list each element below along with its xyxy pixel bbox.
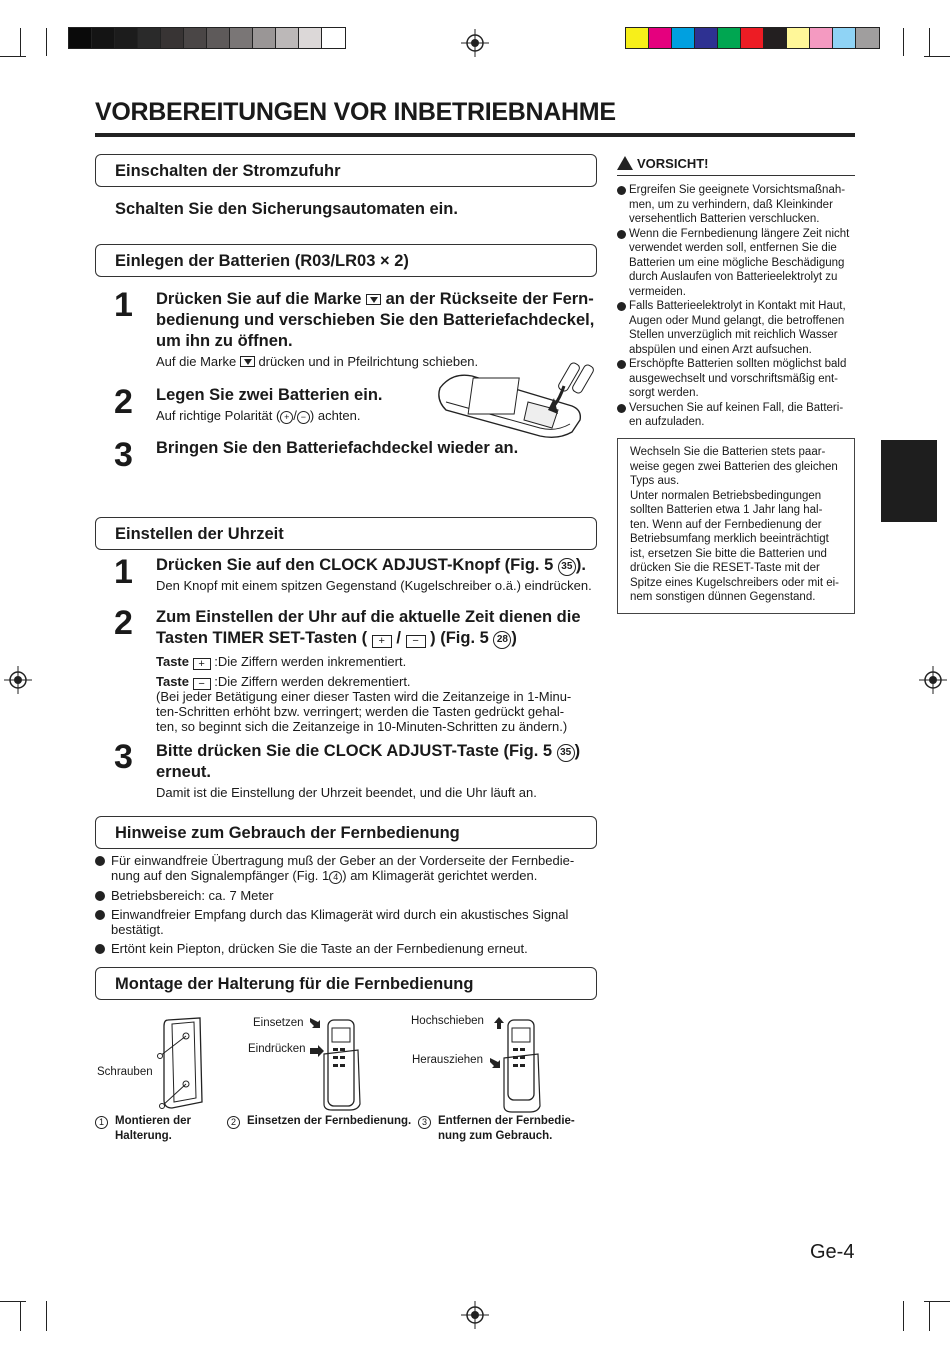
step-number: 2 <box>114 383 133 421</box>
title-rule <box>95 133 855 137</box>
color-swatch <box>276 28 299 48</box>
color-swatch <box>833 28 856 48</box>
text: durch Auslaufen von Batterieelektrolyt zu <box>629 271 838 283</box>
arrow-pull-icon <box>488 1056 502 1070</box>
label-screws: Schrauben <box>97 1066 153 1078</box>
caution-item <box>617 183 857 227</box>
note-line: Betriebsumfang merklich beeinträchtigt <box>630 533 829 545</box>
text: ). <box>575 556 586 574</box>
key-plus-description <box>156 654 406 670</box>
step-number: 3 <box>114 436 133 474</box>
caption-number: 3 <box>418 1116 431 1129</box>
text: sorgt werden. <box>629 387 699 399</box>
caption-number: 2 <box>227 1116 240 1129</box>
text: / <box>293 408 297 423</box>
holder-mount-illustration <box>150 1014 210 1114</box>
plus-key-icon: + <box>193 658 211 670</box>
triangle-mark-icon <box>366 294 381 305</box>
note-line: ten. Wenn auf der Fernbedienung der <box>630 518 822 531</box>
color-calibration-strip <box>625 27 880 49</box>
ref-number: 35 <box>558 558 576 576</box>
text: Betriebsbereich: ca. 7 Meter <box>111 888 274 903</box>
text: Tasten TIMER SET-Tasten ( <box>156 629 368 647</box>
text: Für einwandfreie Übertragung muß der Geber an der Vorderseite der Fernbedie- <box>111 853 575 868</box>
text: an der Rückseite der Fern- <box>385 290 594 308</box>
caution-item <box>617 227 857 300</box>
label-press: Eindrücken <box>248 1043 306 1055</box>
minus-key-icon: − <box>406 635 426 648</box>
text: Auf die Marke <box>156 354 237 369</box>
text: men, um zu verhindern, daß Kleinkinder <box>629 198 833 211</box>
list-item <box>95 941 600 956</box>
clock-step-2-detail <box>156 689 601 734</box>
power-instruction: Schalten Sie den Sicherungsautomaten ein. <box>115 200 458 218</box>
clock-step-3-note: Damit ist die Einstellung der Uhrzeit beendet, und die Uhr läuft an. <box>156 785 537 800</box>
clock-step-3-title <box>156 741 601 783</box>
color-swatch <box>115 28 138 48</box>
battery-step-2-title: Legen Sie zwei Batterien ein. <box>156 386 383 404</box>
caption-mount-holder <box>115 1114 191 1144</box>
caption-number: 1 <box>95 1116 108 1129</box>
crop-mark <box>46 1301 47 1331</box>
text: :Die Ziffern werden dekrementiert. <box>214 674 411 689</box>
text: Einwandfreier Empfang durch das Klimagerät wird durch ein akustisches Signal <box>111 907 569 922</box>
text: en aufzuladen. <box>629 416 705 428</box>
caution-list <box>617 183 857 430</box>
text: bedienung und verschieben Sie den Batteriefachdeckel, <box>156 311 595 329</box>
text: Erschöpfte Batterien sollten möglichst bald <box>629 358 847 370</box>
color-swatch <box>764 28 787 48</box>
gray-calibration-strip <box>68 27 346 49</box>
clock-step-1-note: Den Knopf mit einem spitzen Gegenstand (Kugelschreiber o.ä.) eindrücken. <box>156 578 592 593</box>
note-line: ist, ersetzen Sie bitte die Batterien und <box>630 547 827 560</box>
plus-key-icon: + <box>372 635 392 648</box>
color-swatch <box>810 28 833 48</box>
crop-mark <box>924 56 950 57</box>
hints-list <box>95 853 600 960</box>
registration-mark-icon <box>461 1301 489 1329</box>
text: Bitte drücken Sie die CLOCK ADJUST-Taste (Fig. 5 <box>156 742 553 760</box>
text: Auf richtige Polarität ( <box>156 408 281 423</box>
text: abspülen und einen Arzt aufsuchen. <box>629 343 812 356</box>
step-number: 1 <box>114 286 133 324</box>
triangle-mark-icon <box>240 356 255 367</box>
note-line: drücken Sie die RESET-Taste mit der <box>630 562 820 574</box>
remote-battery-illustration <box>432 358 597 446</box>
ref-number: 4 <box>329 871 342 884</box>
text: :Die Ziffern werden inkrementiert. <box>214 654 407 669</box>
text: ten-Schritten erhöht bzw. verringert; werden die Tasten gedrückt gehal- <box>156 704 565 719</box>
crop-mark <box>924 1301 950 1302</box>
clock-step-1-title <box>156 555 586 576</box>
text: nung auf den Signalempfänger (Fig. 1 <box>111 868 330 883</box>
color-swatch <box>322 28 345 48</box>
text: Drücken Sie auf die Marke <box>156 290 362 308</box>
text: Batterien um eine mögliche Beschädigung <box>629 256 845 269</box>
text: Ergreifen Sie geeignete Vorsichtsmaßnah- <box>629 184 846 196</box>
crop-mark <box>929 28 930 56</box>
note-line: nem sonstigen dünnen Gegenstand. <box>630 591 816 603</box>
note-line: sollten Batterien etwa 1 Jahr lang hal- <box>630 504 823 516</box>
ref-number: 28 <box>493 631 511 649</box>
text: versehentlich Batterien verschlucken. <box>629 213 820 225</box>
color-swatch <box>787 28 810 48</box>
caption-insert-remote: Einsetzen der Fernbedienung. <box>247 1115 412 1127</box>
plus-symbol-icon: + <box>280 411 293 424</box>
section-heading-power: Einschalten der Stromzufuhr <box>95 154 597 187</box>
section-heading-mount: Montage der Halterung für die Fernbedienung <box>95 967 597 1000</box>
crop-mark <box>903 1301 904 1331</box>
text: nung zum Gebrauch. <box>438 1130 553 1142</box>
step-number: 1 <box>114 553 133 591</box>
note-line: Wechseln Sie die Batterien stets paar- <box>630 446 826 458</box>
text: Montieren der <box>115 1115 192 1127</box>
color-swatch <box>741 28 764 48</box>
text: Versuchen Sie auf keinen Fall, die Batteri- <box>629 401 844 414</box>
text: erneut. <box>156 763 212 781</box>
color-swatch <box>299 28 322 48</box>
crop-mark <box>20 1301 21 1331</box>
text: VORSICHT! <box>637 156 709 171</box>
color-swatch <box>695 28 718 48</box>
section-heading-clock: Einstellen der Uhrzeit <box>95 517 597 550</box>
text: (Bei jeder Betätigung einer dieser Tasten wird die Zeitanzeige in 1-Minu- <box>156 689 572 704</box>
arrow-right-icon <box>310 1045 324 1057</box>
text: Taste <box>156 674 189 689</box>
text: drücken und in Pfeilrichtung schieben. <box>258 354 479 369</box>
warning-triangle-icon <box>617 156 633 170</box>
text: Zum Einstellen der Uhr auf die aktuelle Zeit dienen die <box>156 608 581 626</box>
crop-mark <box>0 56 26 57</box>
color-swatch <box>138 28 161 48</box>
text: ) (Fig. 5 <box>430 629 489 647</box>
text: ausgewechselt und vorschriftsmäßig ent- <box>629 372 839 385</box>
step-number: 2 <box>114 604 133 642</box>
crop-mark <box>46 28 47 56</box>
text: ) achten. <box>309 408 361 423</box>
section-heading-batteries: Einlegen der Batterien (R03/LR03 × 2) <box>95 244 597 277</box>
registration-mark-icon <box>461 29 489 57</box>
battery-step-3-title: Bringen Sie den Batteriefachdeckel wieder an. <box>156 439 519 457</box>
battery-note-box <box>617 438 855 614</box>
page-number: Ge-4 <box>810 1241 855 1263</box>
text: bestätigt. <box>111 922 164 937</box>
text: Wenn die Fernbedienung längere Zeit nicht <box>629 227 850 240</box>
text: verwendet werden soll, entfernen Sie die <box>629 242 837 254</box>
label-pull-out: Herausziehen <box>412 1054 483 1066</box>
caution-item <box>617 401 857 430</box>
page-title: VORBEREITUNGEN VOR INBETRIEBNAHME <box>95 98 616 126</box>
arrow-down-icon <box>308 1016 322 1030</box>
color-swatch <box>92 28 115 48</box>
text: vermeiden. <box>629 285 686 298</box>
note-line: Spitze eines Kugelschreibers oder mit ei- <box>630 576 840 589</box>
registration-mark-icon <box>4 666 32 694</box>
ref-number: 35 <box>557 744 575 762</box>
text: Augen oder Mund gelangt, die betroffenen <box>629 314 845 327</box>
text: Ertönt kein Piepton, drücken Sie die Taste an der Fernbedienung erneut. <box>111 941 528 956</box>
battery-step-2-note <box>156 408 361 424</box>
step-number: 3 <box>114 738 133 776</box>
color-swatch <box>626 28 649 48</box>
note-line: weise gegen zwei Batterien des gleichen <box>630 460 838 473</box>
text: ) <box>511 629 517 647</box>
minus-symbol-icon: − <box>297 411 310 424</box>
color-swatch <box>718 28 741 48</box>
caution-heading <box>617 156 855 176</box>
arrow-up-icon <box>494 1017 504 1029</box>
insert-remote-illustration <box>320 1014 364 1112</box>
note-line: Unter normalen Betriebsbedingungen <box>630 489 822 502</box>
label-slide-up: Hochschieben <box>411 1015 484 1027</box>
color-swatch <box>649 28 672 48</box>
color-swatch <box>672 28 695 48</box>
text: Falls Batterieelektrolyt in Kontakt mit Haut, <box>629 300 846 312</box>
color-swatch <box>230 28 253 48</box>
minus-key-icon: − <box>193 678 211 690</box>
caution-item <box>617 357 857 401</box>
text: / <box>396 629 401 647</box>
color-swatch <box>69 28 92 48</box>
battery-step-1-note <box>156 354 478 369</box>
color-swatch <box>253 28 276 48</box>
list-item <box>95 853 600 884</box>
color-swatch <box>184 28 207 48</box>
caption-remove-remote <box>438 1114 575 1144</box>
crop-mark <box>929 1301 930 1331</box>
remove-remote-illustration <box>498 1018 546 1114</box>
text: Taste <box>156 654 189 669</box>
label-insert: Einsetzen <box>253 1017 304 1029</box>
crop-mark <box>20 28 21 56</box>
color-swatch <box>161 28 184 48</box>
section-heading-hints: Hinweise zum Gebrauch der Fernbedienung <box>95 816 597 849</box>
battery-step-1-title <box>156 289 601 352</box>
list-item <box>95 907 600 937</box>
registration-mark-icon <box>919 666 947 694</box>
text: um ihn zu öffnen. <box>156 332 293 350</box>
text: Drücken Sie auf den CLOCK ADJUST-Knopf (Fig. 5 <box>156 556 554 574</box>
color-swatch <box>207 28 230 48</box>
clock-step-2-title <box>156 607 601 649</box>
crop-mark <box>903 28 904 56</box>
color-swatch <box>856 28 879 48</box>
text: Stellen unverzüglich mit reichlich Wasser <box>629 329 838 341</box>
text: ten, so beginnt sich die Zeitanzeige in 10-Minuten-Schritten zu ändern.) <box>156 719 568 734</box>
text: Halterung. <box>115 1130 172 1142</box>
note-line: Typs aus. <box>630 475 680 487</box>
caution-item <box>617 299 857 357</box>
crop-mark <box>0 1301 26 1302</box>
text: ) <box>574 742 581 760</box>
text: ) am Klimagerät gerichtet werden. <box>342 868 538 883</box>
text: Entfernen der Fernbedie- <box>438 1115 575 1127</box>
side-tab <box>881 440 937 522</box>
list-item <box>95 888 600 903</box>
key-minus-description <box>156 674 411 690</box>
